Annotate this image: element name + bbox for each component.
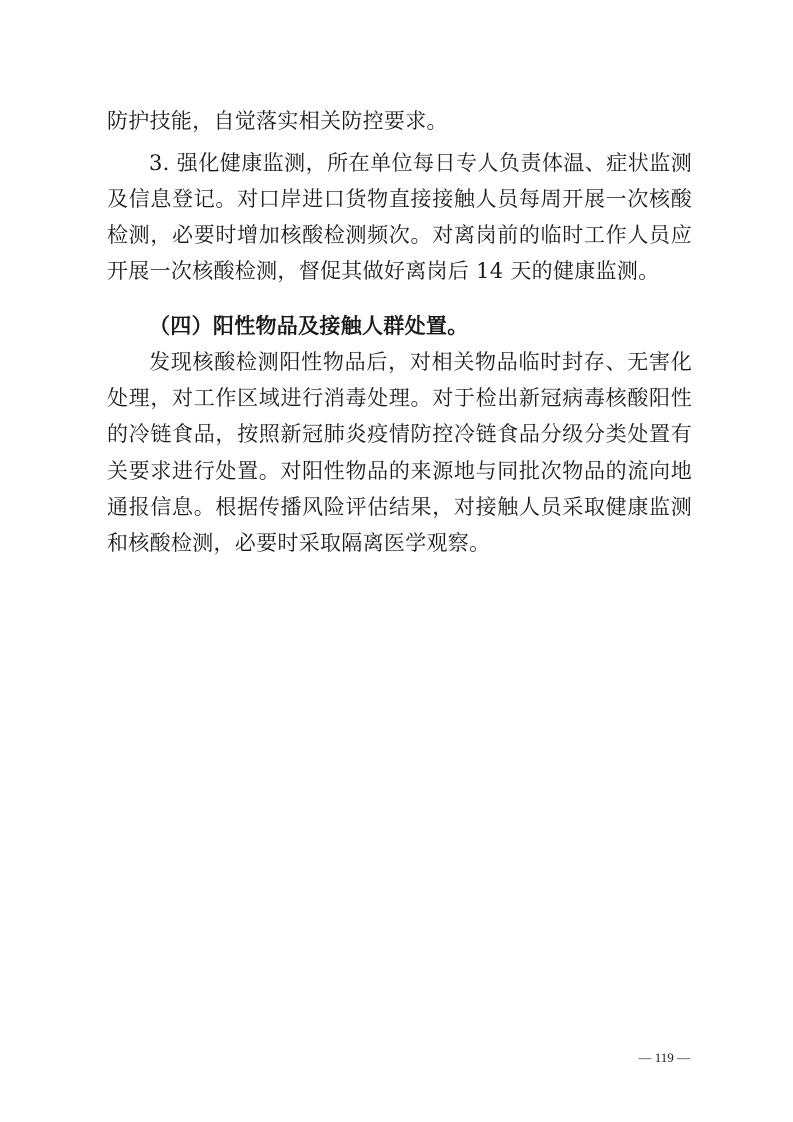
paragraph-line-10: 关要求进行处置。对阳性物品的来源地与同批次物品的流向地 [107, 459, 692, 483]
paragraph-line-1: 防护技能，自觉落实相关防控要求。 [107, 109, 448, 133]
section-heading: （四）阳性物品及接触人群处置。 [149, 313, 469, 338]
paragraph-line-8: 处理，对工作区域进行消毒处理。对于检出新冠病毒核酸阳性 [107, 386, 692, 410]
paragraph-line-2: 3. 强化健康监测，所在单位每日专人负责体温、症状监测 [149, 151, 692, 175]
paragraph-line-9: 的冷链食品，按照新冠肺炎疫情防控冷链食品分级分类处置有 [107, 422, 692, 446]
paragraph-line-3: 及信息登记。对口岸进口货物直接接触人员每周开展一次核酸 [107, 187, 692, 211]
paragraph-line-5: 开展一次核酸检测，督促其做好离岗后 14 天的健康监测。 [107, 259, 660, 283]
paragraph-line-12: 和核酸检测，必要时采取隔离医学观察。 [107, 531, 491, 555]
page-number: — 119 — [638, 1050, 690, 1065]
paragraph-line-4: 检测，必要时增加核酸检测频次。对离岗前的临时工作人员应 [107, 223, 692, 247]
paragraph-line-7: 发现核酸检测阳性物品后，对相关物品临时封存、无害化 [149, 350, 692, 374]
paragraph-line-11: 通报信息。根据传播风险评估结果，对接触人员采取健康监测 [107, 495, 692, 519]
